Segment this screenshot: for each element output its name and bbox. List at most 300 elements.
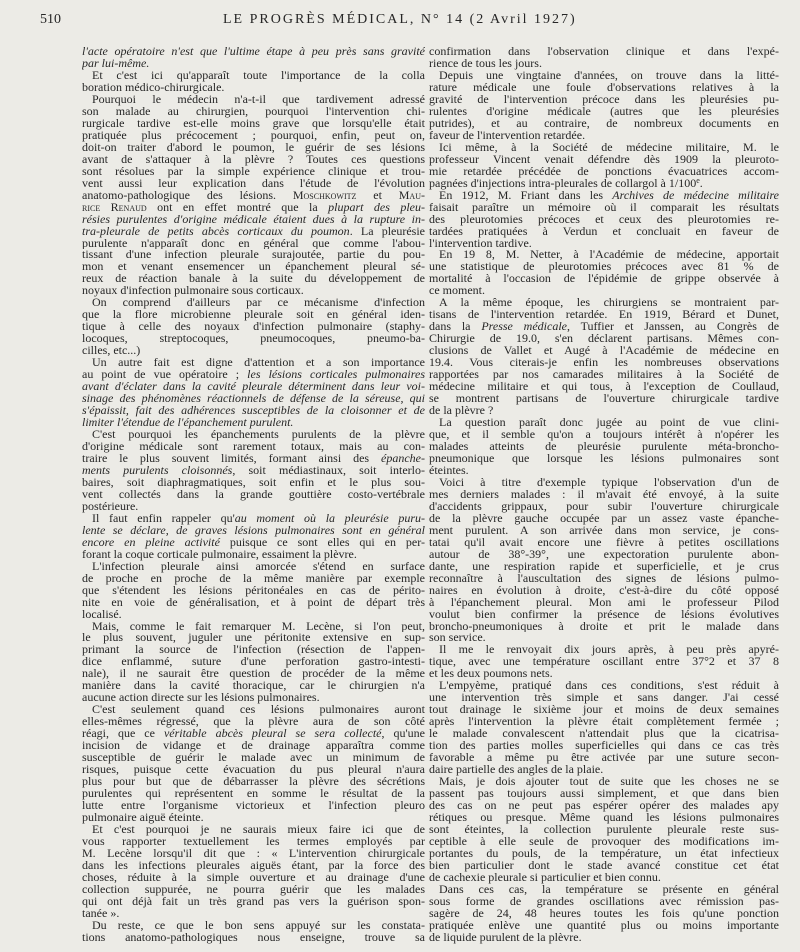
text-run: véritable abcès pleural se sera collecté — [163, 728, 382, 741]
text-line — [82, 94, 425, 106]
paragraph — [429, 477, 779, 645]
journal-title: LE PROGRÈS MÉDICAL, N° 14 (2 Avril 1927) — [223, 12, 577, 27]
paragraph — [429, 297, 779, 417]
text-line — [82, 525, 425, 537]
text-run: autour de 38°-39°, une expectoration purulente abon- — [429, 548, 779, 561]
text-run: sinage des phénomènes réactionnels de défense de la séreuse, qui — [82, 393, 425, 406]
text-run: de la plèvre ? — [429, 405, 494, 418]
text-run: tique, avec une température oscillant entre 37°2 et 37 8 — [429, 656, 779, 669]
text-run: . — [699, 177, 703, 190]
text-line — [82, 537, 425, 549]
text-run: médecine militaire et qui tous, à l'exception de Coullaud, — [429, 381, 779, 394]
text-line — [429, 836, 779, 848]
text-run: susceptible de guérir le malade avec un minimum de — [82, 752, 425, 765]
text-run: des pleurotomies précoces et ceux des pleurotomies re- — [429, 213, 779, 226]
text-line — [82, 573, 425, 585]
text-run: Voici à titre d'exemple typique l'observation d'un de — [439, 476, 779, 489]
text-line — [429, 190, 779, 202]
text-line — [429, 716, 779, 728]
text-run: ments purulents cloisonnés — [82, 464, 233, 477]
text-line — [82, 190, 425, 202]
paragraph — [82, 513, 425, 561]
text-line — [429, 166, 779, 178]
text-run: dice enflammé, suture d'une perforation gastro-intesti- — [82, 656, 425, 669]
text-run: et les deux poumons nets. — [429, 668, 553, 681]
text-run: broncho-pneumoniques à droite et prit le malade dans — [429, 620, 779, 633]
text-line — [429, 597, 779, 609]
text-run: une statistique de pleurotomies précoces avec 81 % de — [429, 261, 779, 274]
text-run: avant d'éclater dans la cavité pleurale déterminent dans leur voi- — [82, 381, 425, 394]
text-run: réagi, que ce — [82, 728, 164, 741]
text-run: tanée ». — [82, 907, 120, 920]
text-line — [429, 453, 779, 465]
text-run: tisans de l'intervention retardée. En 1919, Bérard et Dunet, — [429, 309, 779, 322]
text-run: de proche en proche de la même manière par exemple — [82, 572, 425, 585]
text-run: dante, une respiration rapide et superficielle, et je crus — [429, 560, 779, 573]
text-run: purulente n'apparaît donc en général que comme l'abou- — [82, 237, 425, 250]
text-line — [429, 525, 779, 537]
paragraph — [429, 680, 779, 776]
text-run: choses, réduite à la simple ouverture et au drainage d'une — [82, 871, 425, 884]
text-line — [429, 345, 779, 357]
paragraph — [82, 297, 425, 357]
text-line — [82, 130, 425, 142]
text-line — [82, 178, 425, 190]
text-run: rétiques ou presque. Même quand les lésions pulmonaires — [429, 812, 779, 824]
text-run: se montrent partisans de l'ouverture chirurgicale tardive — [429, 393, 779, 406]
text-run: dans les infections pleurales aiguës étant, par la force des — [82, 859, 425, 872]
text-run: ont en effet montré que la — [146, 201, 329, 214]
text-run: Mais, comme le fait remarquer M. Lecène, si l'on peut, — [92, 620, 425, 633]
text-run: A la même époque, les chirurgiens se montraient par- — [439, 297, 779, 310]
text-line — [429, 740, 779, 752]
text-line — [429, 261, 779, 273]
text-run: Archives de médecine militaire — [612, 189, 779, 202]
paragraph — [429, 776, 779, 884]
text-run: tout drainage le sixième jour et moins de deux semaines — [429, 704, 779, 717]
text-line — [82, 728, 425, 740]
text-line — [82, 70, 425, 82]
text-line — [429, 477, 779, 489]
text-run: boration médico-chirurgicale. — [82, 81, 225, 94]
paragraph — [429, 70, 779, 142]
text-line — [429, 908, 779, 920]
text-run: plupart des pleu- — [328, 201, 425, 214]
text-line — [82, 453, 425, 465]
text-line — [82, 597, 425, 609]
text-line — [82, 872, 425, 884]
text-run: pulmonaire aiguë éteinte. — [82, 812, 204, 824]
text-run: puisque ce sont elles qui en per- — [219, 536, 425, 549]
text-run: que la flore microbienne pleurale soit en général iden- — [82, 309, 425, 322]
text-run: purulentes qui représentent en somme le résultat de la — [82, 788, 425, 801]
text-run: encore en pleine activité — [82, 536, 220, 549]
text-run: Un autre fait est digne d'attention et a son importance — [92, 357, 425, 370]
text-run: rurgicale tardive est-elle moins grave que lorsqu'elle était — [82, 117, 425, 130]
text-run: bien particulier dont le stade avancé constitue cet état — [429, 859, 779, 872]
text-line — [82, 249, 425, 261]
text-run: sagère de 24, 48 heures toutes les fois qu'une ponction — [429, 907, 779, 920]
text-run: le plus souvent, juguler une péritonite extensive en sup- — [82, 632, 425, 645]
text-run: pneumonique que lorsque les lésions pulmonaires sont — [429, 452, 779, 465]
text-run: postérieure. — [82, 500, 139, 513]
text-run: . La pleurésie — [349, 225, 425, 238]
text-run: lutte entre l'organisme victorieux et l'infection pleuro — [82, 800, 425, 812]
text-line — [429, 154, 779, 166]
text-line — [429, 369, 779, 381]
text-line — [82, 656, 425, 668]
paragraph — [429, 190, 779, 250]
text-line — [429, 46, 779, 58]
text-line — [429, 249, 779, 261]
text-line — [82, 585, 425, 597]
text-run: Ici même, à la Société de médecine militaire, M. le — [439, 141, 779, 154]
text-line — [429, 501, 779, 513]
text-line — [429, 824, 779, 836]
text-run: aucune action directe sur les lésions pulmonaires. — [82, 692, 320, 705]
text-run: pratiquée enlève une quantité plus ou moins importante — [429, 919, 779, 932]
text-run: épanche- — [381, 452, 425, 465]
text-run: tardées pratiquées à Verdun et concluait en faveur de — [429, 225, 779, 238]
text-run: Dans ces cas, la température se présente en général — [439, 883, 779, 896]
text-run: plus pour but que de débarrasser la plèvre des sécrétions — [82, 776, 425, 789]
text-run: tra-pleurale de petits abcès corticaux du poumon — [82, 225, 350, 238]
text-run: manière dans la cavité thoracique, car le chirurgien n'a — [82, 680, 425, 693]
text-line — [429, 273, 779, 285]
text-run: une intervention très simple et sans danger. J'ai cessé — [429, 692, 779, 705]
text-line — [82, 441, 425, 453]
text-run: malades atteints de pleurésie purulente méta-broncho- — [429, 440, 779, 453]
paragraph — [429, 884, 779, 944]
text-line — [82, 800, 425, 812]
paragraph — [82, 621, 425, 705]
text-run: les lésions corticales pulmonaires — [247, 369, 425, 382]
text-line — [82, 393, 425, 405]
text-run: résies purulentes d'origine médicale étaient dues à la rupture in- — [82, 213, 425, 226]
text-line — [82, 261, 425, 273]
text-line — [429, 465, 779, 477]
text-line — [82, 345, 425, 357]
text-line — [429, 118, 779, 130]
paragraph — [429, 46, 779, 70]
text-line — [429, 800, 779, 812]
text-run: collection suppurée, ne pourra guérir que les malades — [82, 883, 425, 896]
text-line — [82, 477, 425, 489]
text-run: dans la — [429, 321, 482, 334]
text-run: anatomo-pathologique des lésions. — [82, 189, 293, 202]
text-run: passent pas toujours aussi simplement, et que dans bien — [429, 788, 779, 801]
text-line — [82, 58, 425, 70]
text-line — [82, 776, 425, 788]
paragraph — [429, 644, 779, 680]
text-run: , Tuffier et Janssen, au Congrès de — [567, 321, 779, 334]
text-run: vous rapporter textuellement les termes employés par — [82, 835, 425, 848]
text-line — [429, 417, 779, 429]
text-line — [82, 118, 425, 130]
text-line — [429, 513, 779, 525]
text-run: Mau- — [398, 189, 425, 202]
text-run: que s'étendent les lésions péritonéales en cas de périto- — [82, 584, 425, 597]
text-line — [429, 752, 779, 764]
text-run: mie retardée précédée de ponctions évacuatrices accom- — [429, 165, 779, 178]
text-line — [429, 214, 779, 226]
text-run: à l'épanchement pleural. Mon ami le professeur Pilod — [429, 596, 779, 609]
text-run: rice Renaud — [82, 201, 147, 214]
text-line — [429, 884, 779, 896]
text-run: d'accidents grippaux, pour subir l'ouverture chirurgicale — [429, 500, 779, 513]
text-run: pagnées d'injections intra-pleurales de collargol à 1/100 — [429, 177, 697, 190]
text-line — [82, 214, 425, 226]
text-run: de cachexie pleurale si particulier et bien connu. — [429, 871, 661, 884]
text-line — [82, 908, 425, 920]
text-line — [82, 285, 425, 297]
text-run: Depuis une vingtaine d'années, on trouve dans la litté- — [439, 69, 779, 82]
text-line — [429, 285, 779, 297]
text-run: L'infection pleurale ainsi amorcée s'étend en surface — [92, 560, 425, 573]
text-run: Chirurgie de 19.0, s'en déclarent partisans. Mêmes con- — [429, 333, 779, 346]
text-line — [429, 704, 779, 716]
text-run: Et c'est ici qu'apparaît toute l'importance de la colla — [92, 69, 425, 82]
text-line — [82, 238, 425, 250]
text-line — [82, 764, 425, 776]
text-line — [82, 82, 425, 94]
text-run: C'est seulement quand ces lésions pulmonaires auront — [92, 704, 425, 717]
text-line — [82, 788, 425, 800]
text-run: doit-on traiter d'abord le poumon, le guérir de ses lésions — [82, 141, 425, 154]
text-run: portantes du pouls, de la température, un état infectieux — [429, 847, 779, 860]
text-line — [429, 178, 779, 190]
text-line — [429, 812, 779, 824]
text-line — [429, 728, 779, 740]
text-line — [429, 860, 779, 872]
text-run: Il faut enfin rappeler qu' — [92, 512, 235, 525]
text-line — [82, 226, 425, 238]
text-line — [82, 609, 425, 621]
text-run: Pourquoi le médecin n'a-t-il que tardivement adressé — [92, 93, 425, 106]
text-run: noyaux d'infection pulmonaire sous corticaux. — [82, 285, 304, 298]
text-line — [429, 58, 779, 70]
text-run: baires, soit diaphragmatiques, soit enfin et le plus sou- — [82, 476, 425, 489]
text-run: L'empyème, pratiqué dans ces conditions, s'est réduit à — [439, 680, 779, 693]
text-run: Et c'est pourquoi je ne saurais mieux faire ici que de — [92, 823, 425, 836]
text-line — [82, 740, 425, 752]
text-line — [82, 812, 425, 824]
text-line — [82, 333, 425, 345]
text-line — [82, 836, 425, 848]
text-run: e — [696, 177, 700, 185]
text-run: voulut bien confirmer la présence de lésions évolutives — [429, 608, 779, 621]
text-line — [429, 764, 779, 776]
text-run: pratiquée plus précocement ; pourquoi, enfin, peut on, — [82, 129, 425, 142]
text-line — [429, 333, 779, 345]
text-line — [429, 202, 779, 214]
text-run: reconnaître à l'auscultation des signes de lésions pulmo- — [429, 572, 779, 585]
paragraph — [429, 417, 779, 477]
text-line — [429, 130, 779, 142]
text-line — [429, 872, 779, 884]
text-line — [82, 860, 425, 872]
text-line — [82, 429, 425, 441]
paragraph — [82, 920, 425, 944]
text-line — [429, 381, 779, 393]
text-run: mes derniers malades : il m'avait été envoyé, à la suite — [429, 488, 779, 501]
text-line — [429, 549, 779, 561]
text-run: daire partielle des angles de la plaie. — [429, 764, 604, 777]
text-run: au point de vue opératoire ; — [82, 369, 248, 382]
text-run: En 1912, M. Friant dans les — [439, 189, 613, 202]
text-line — [82, 848, 425, 860]
text-run: professeur Vincent venait défendre dès 1909 la pleuroto- — [429, 153, 779, 166]
text-run: confirmation dans l'observation clinique et dans l'expé- — [429, 46, 779, 58]
text-line — [429, 848, 779, 860]
text-run: On comprend d'ailleurs par ce mécanisme d'infection — [92, 297, 425, 310]
text-line — [82, 142, 425, 154]
text-line — [429, 788, 779, 800]
text-run: forant la coque corticale pulmonaire, essaiment la plèvre. — [82, 548, 357, 561]
text-run: et — [356, 189, 399, 202]
right-column — [429, 46, 779, 944]
text-run: nite en voie de généralisation, et à point de départ très — [82, 596, 425, 609]
text-line — [429, 226, 779, 238]
text-line — [82, 309, 425, 321]
text-line — [82, 202, 425, 214]
text-run: rulentes d'origine médicale (autres que les pleurésies — [429, 105, 779, 118]
text-run: avant de s'attaquer à la plèvre ? Toutes ces questions — [82, 153, 425, 166]
text-run: ceptible à elle seule de provoquer des modifications im- — [429, 835, 779, 848]
text-run: par lui-même. — [82, 57, 150, 70]
text-run: incision de vidange et de drainage apparaîtra comme — [82, 740, 425, 753]
text-run: limiter l'étendue de l'épanchement purulent. — [82, 417, 294, 429]
text-line — [82, 273, 425, 285]
text-line — [429, 632, 779, 644]
text-line — [429, 561, 779, 573]
text-line — [82, 920, 425, 932]
text-line — [82, 884, 425, 896]
text-line — [82, 752, 425, 764]
text-line — [429, 94, 779, 106]
text-line — [82, 561, 425, 573]
text-run: de la plèvre gauche occupée par un assez vaste épanche- — [429, 512, 779, 525]
text-run: favorable a même pu être activée par une suture secon- — [429, 752, 779, 765]
text-run: tions anatomo-pathologiques nous enseigne, trouve sa — [82, 931, 425, 944]
text-line — [429, 393, 779, 405]
text-line — [82, 154, 425, 166]
text-run: d'origine médicale sont rarement totaux, mais au con- — [82, 440, 425, 453]
text-run: mon et venant ensemencer un épanchement pleural sé- — [82, 261, 425, 274]
text-run: tique à celle des noyaux d'infection pulmonaire (staphy- — [82, 321, 425, 334]
text-run: locoques, streptocoques, pneumocoques, pneumo-ba- — [82, 333, 425, 346]
text-run: vent collectés dans la grande gouttière costo-vertébrale — [82, 488, 425, 501]
text-run: clusions de Vallet et Augé à l'Académie de médecine en — [429, 345, 779, 358]
text-run: traire le plus souvent limités, formant ainsi des — [82, 452, 382, 465]
text-line — [82, 692, 425, 704]
paragraph — [82, 429, 425, 513]
text-run: que, et il semble qu'on a toujours intérêt à n'opérer les — [429, 429, 779, 441]
text-line — [429, 656, 779, 668]
text-line — [82, 896, 425, 908]
text-run: l'acte opératoire n'est que l'ultime étape à peu près sans gravité — [82, 46, 425, 58]
page-number: 510 — [40, 12, 61, 27]
text-run: ment purulent. A son arrivée dans mon service, je cons- — [429, 524, 779, 537]
text-run: Il me le renvoyait dix jours après, à peu près apyré- — [439, 644, 779, 657]
text-line — [82, 644, 425, 656]
text-line — [82, 513, 425, 525]
text-line — [429, 489, 779, 501]
paragraph — [429, 249, 779, 297]
text-run: tissant d'une infection pleurale surajoutée, partie du pou- — [82, 249, 425, 262]
text-line — [82, 621, 425, 633]
text-run: 19.4. Vous citerais-je enfin les nombreuses observations — [429, 357, 779, 370]
text-run: M. Lecène lorsqu'il dit que : « L'intervention chirurgicale — [82, 847, 425, 860]
text-line — [429, 932, 779, 944]
text-line — [82, 668, 425, 680]
text-run: rience de tous les jours. — [429, 57, 542, 70]
text-run: des cas on ne peut pas espérer opérer des malades apy — [429, 800, 779, 812]
text-line — [82, 489, 425, 501]
text-line — [82, 405, 425, 417]
text-line — [429, 776, 779, 788]
text-run: Du reste, ce que le bon sens appuyé sur les constata- — [92, 919, 425, 932]
text-run: vent aussi leur explication dans l'étude de l'évolution — [82, 177, 425, 190]
paragraph — [82, 46, 425, 70]
text-run: tatai qu'il avait encore une fièvre à petites oscillations — [429, 536, 779, 549]
text-line — [82, 549, 425, 561]
text-line — [429, 142, 779, 154]
text-run: rapportées par nos camarades militaires à la Société de — [429, 369, 779, 382]
text-line — [82, 824, 425, 836]
text-run: Presse médicale — [481, 321, 567, 334]
text-line — [82, 632, 425, 644]
text-run: Moschkowitz — [292, 189, 357, 202]
text-line — [429, 357, 779, 369]
text-line — [429, 585, 779, 597]
text-line — [82, 501, 425, 513]
text-line — [429, 441, 779, 453]
text-run: primant la source de l'infection (résection de l'appen- — [82, 644, 425, 657]
text-run: Mais, je dois ajouter tout de suite que les choses ne se — [439, 776, 779, 789]
text-line — [429, 537, 779, 549]
text-line — [429, 238, 779, 250]
text-run: lente se déclare, de graves lésions pulmonaires sont en général — [82, 524, 425, 537]
text-run: après l'intervention la plèvre était complètement fermée ; — [429, 716, 779, 729]
text-line — [429, 920, 779, 932]
text-line — [429, 609, 779, 621]
text-line — [82, 704, 425, 716]
text-run: elles-mêmes régressé, que la plèvre aura de son côté — [82, 716, 425, 729]
text-line — [429, 644, 779, 656]
text-line — [82, 297, 425, 309]
text-line — [82, 417, 425, 429]
text-line — [429, 405, 779, 417]
text-run: qui ont déjà fait un très grand pas vers la guérison spon- — [82, 895, 425, 908]
text-run: son service. — [429, 632, 486, 645]
text-run: éteintes. — [429, 464, 469, 477]
text-run: , qu'une — [381, 728, 425, 741]
paragraph — [82, 824, 425, 920]
left-column — [82, 46, 425, 944]
text-line — [82, 46, 425, 58]
text-line — [429, 668, 779, 680]
text-line — [429, 82, 779, 94]
text-run: , soit médiastinaux, soit interlo- — [232, 464, 425, 477]
text-run: naires en évolution à droite, c'est-à-dire du côté opposé — [429, 584, 779, 597]
text-run: l'intervention tardive. — [429, 237, 532, 250]
text-run: de liquide purulent de la plèvre. — [429, 931, 582, 944]
text-run: En 19 8, M. Netter, à l'Académie de médecine, apportait — [439, 249, 779, 262]
text-line — [82, 369, 425, 381]
text-run: tion des parties molles superficielles qui dans ce cas très — [429, 740, 779, 753]
text-run: sous forme de grandes oscillations avec rémission pas- — [429, 895, 779, 908]
